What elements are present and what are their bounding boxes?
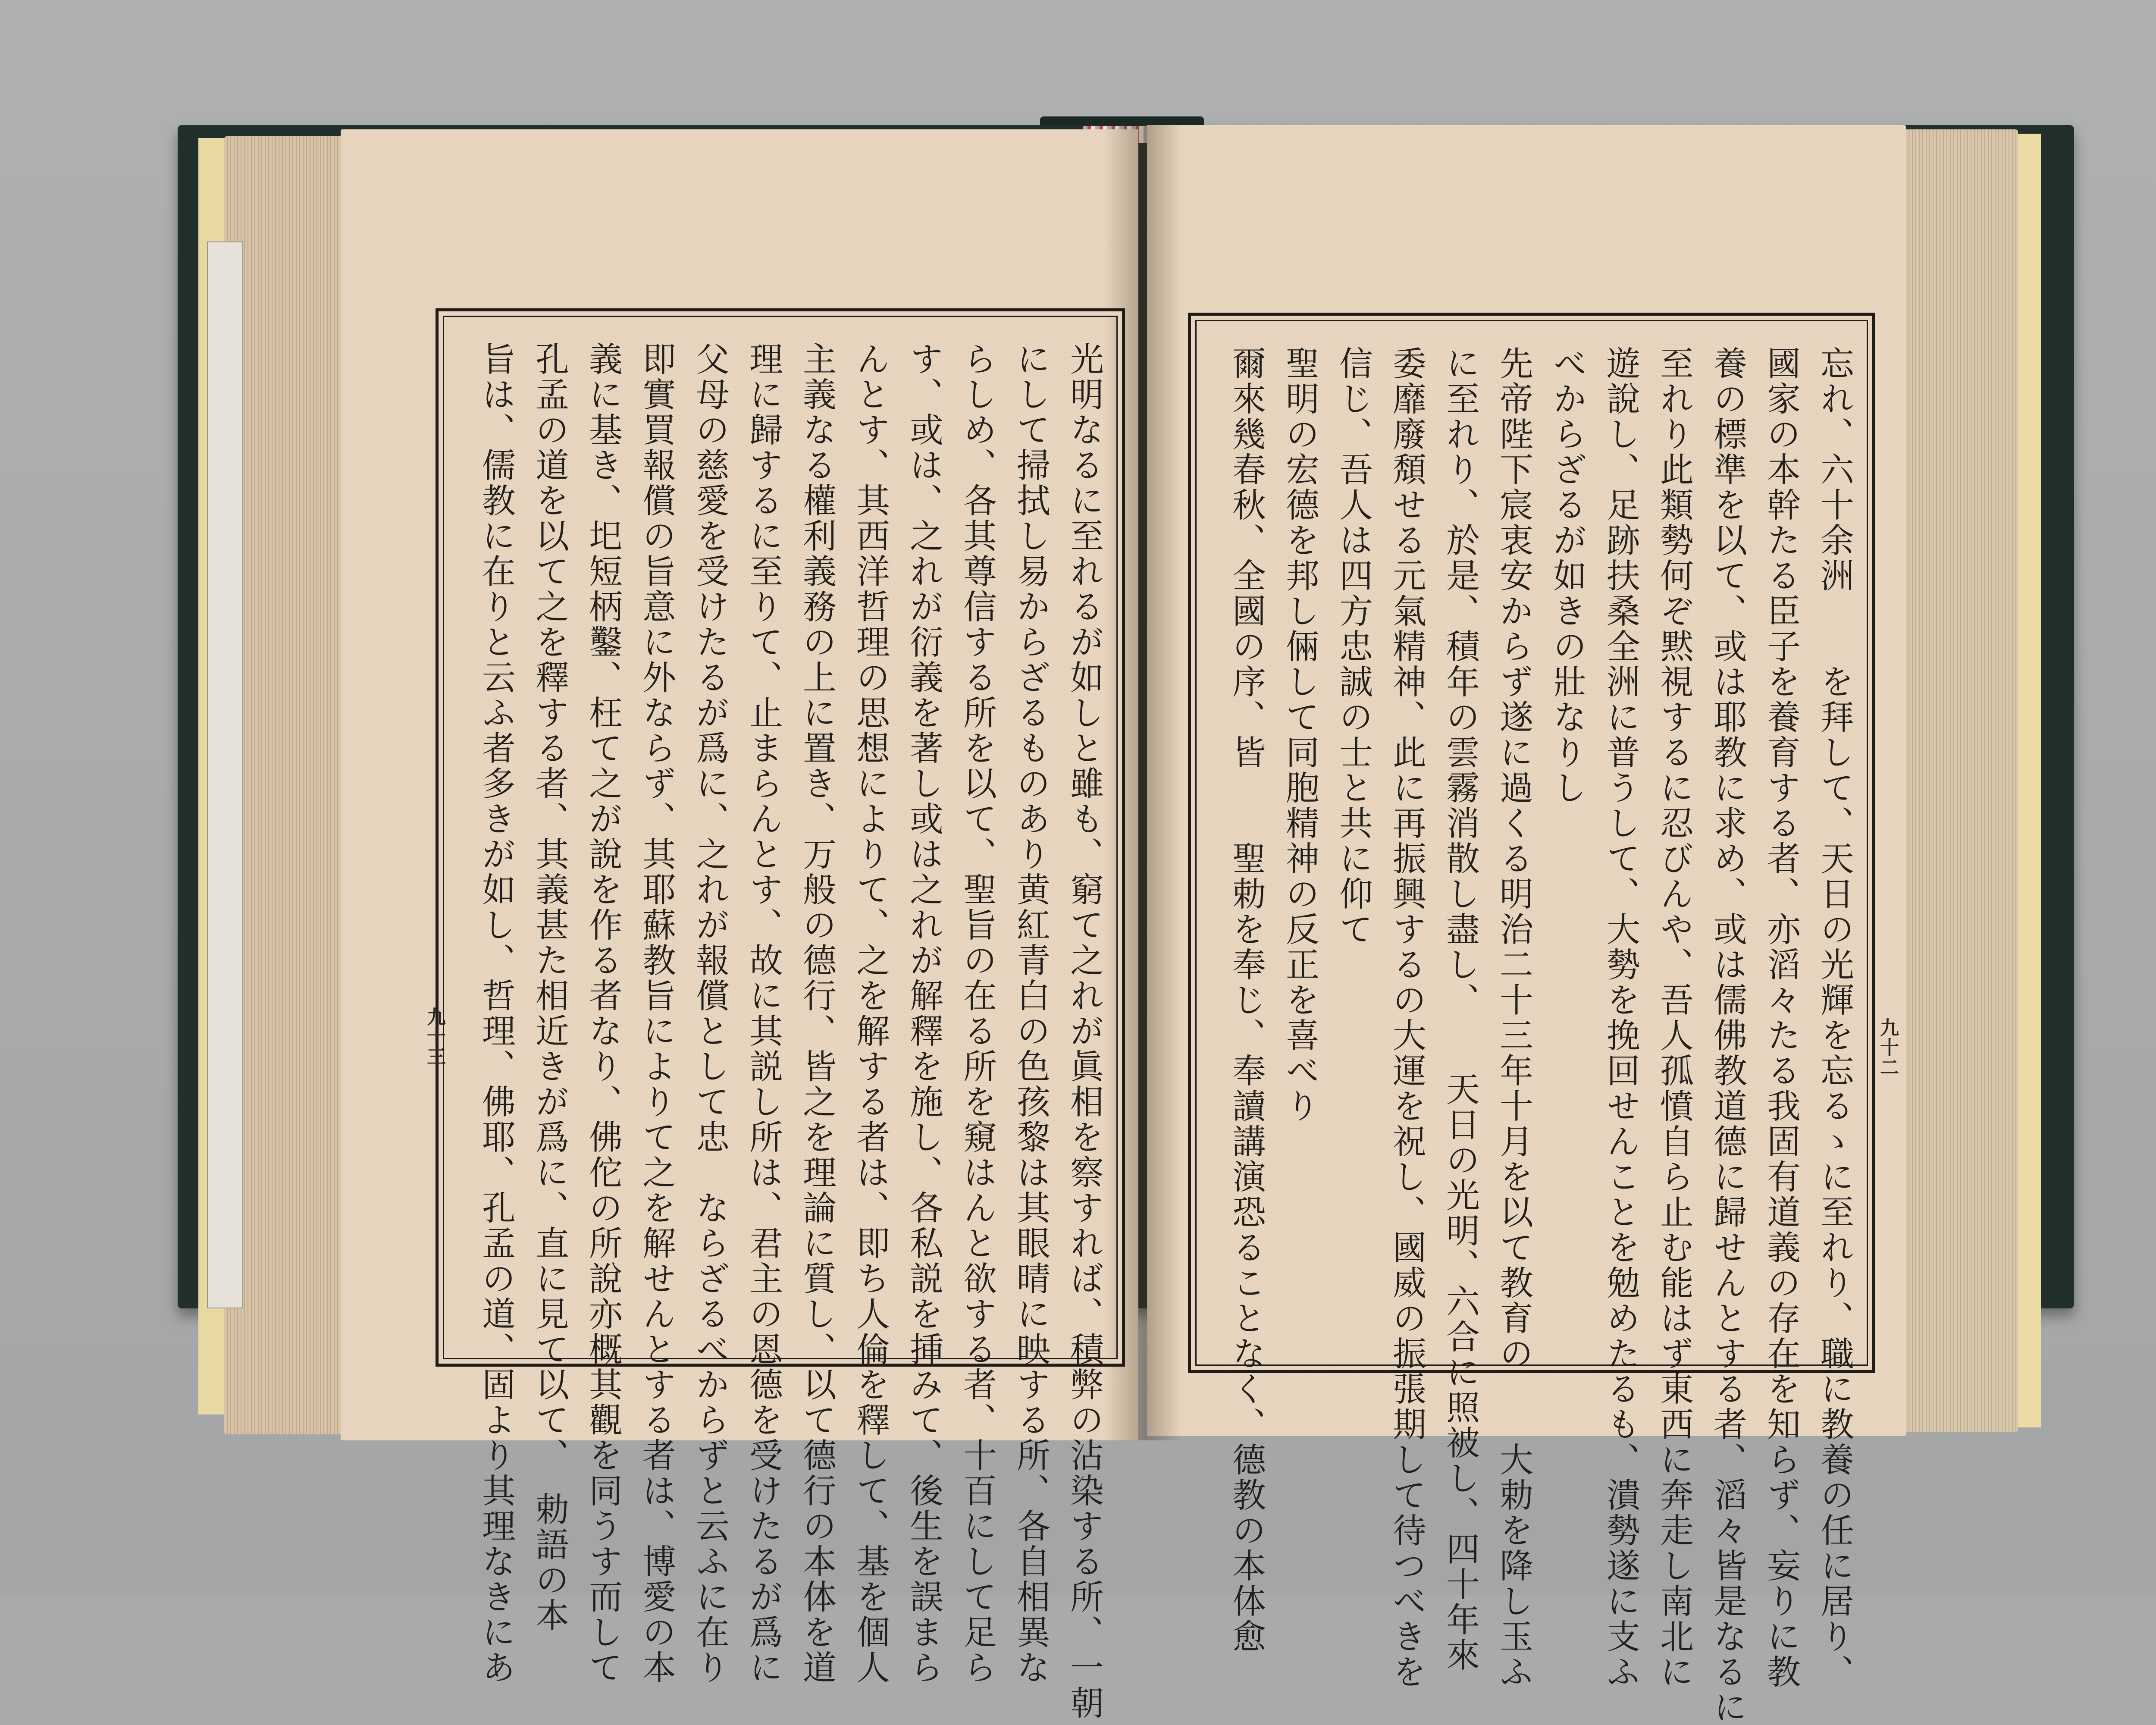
text-column: 信じ、吾人は四方忠誠の士と共に仰て — [1334, 346, 1373, 947]
text-column: 養の標準を以て、或は耶教に求め、或は儒佛教道德に歸せんとする者、滔々皆是なるに — [1708, 346, 1747, 1725]
left-page-text — [451, 324, 1109, 1721]
text-column: べからざるが如きの壯なりし — [1548, 346, 1586, 806]
text-column: 委靡廢頽せる元氣精神、此に再振興するの大運を祝し、國威の振張期して待つべきを — [1387, 346, 1426, 1690]
text-column: んとす、其西洋哲理の思想によりて、之を解する者は、即ち人倫を釋して、基を個人 — [851, 342, 890, 1685]
page-number-left: 九十三 — [423, 1007, 445, 1066]
text-column: 光明なるに至れるが如しと雖も、窮て之れが眞相を察すれば、積弊の沾染する所、一朝 — [1065, 342, 1103, 1721]
text-column: 遊說し、足跡扶桑全洲に普うして、大勢を挽回せんことを勉めたるも、潰勢遂に支ふ — [1601, 346, 1640, 1690]
text-column: 至れり此類勢何ぞ黙視するに忍びんや、吾人孤憤自ら止む能はず東西に奔走し南北に — [1655, 346, 1693, 1690]
left-page-edges — [224, 136, 354, 1434]
text-column: 孔孟の道を以て之を釋する者、其義甚た相近きが爲に、直に見て以て、 勅語の本 — [530, 342, 569, 1633]
text-column: にして掃拭し易からざるものあり黄紅青白の色孩黎は其眼晴に映する所、各自相異な — [1011, 342, 1050, 1685]
text-column: らしめ、各其尊信する所を以て、聖旨の在る所を窺はんと欲する者、十百にして足ら — [958, 342, 997, 1685]
text-column: 忘れ、六十余洲 を拜して、天日の光輝を忘るゝに至れり、職に教養の任に居り、 — [1815, 346, 1854, 1690]
bookmark-slip — [207, 242, 243, 1308]
text-column: 義に基き、圯短柄鑿、枉て之が說を作る者なり、佛佗の所說亦概其觀を同うす而して — [583, 342, 622, 1685]
text-column: す、或は、之れが衍義を著し或は之れが解釋を施し、各私説を挿みて、後生を誤まら — [904, 342, 943, 1685]
page-number-right: 九十二 — [1877, 1018, 1899, 1077]
text-column: 即實買報償の旨意に外ならず、其耶蘇教旨によりて之を解せんとする者は、博愛の本 — [637, 342, 676, 1685]
right-page-text — [1204, 329, 1859, 1725]
text-column: 國家の本幹たる臣子を養育する者、亦滔々たる我固有道義の存在を知らず、妄りに教 — [1761, 346, 1800, 1690]
text-column: 先帝陛下宸衷安からず遂に過くる明治二十三年十月を以て教育の 大勅を降し玉ふ — [1494, 346, 1533, 1690]
left-page-frame — [436, 308, 1125, 1721]
text-column: 聖明の宏德を邦し倆して同胞精神の反正を喜べり — [1280, 346, 1319, 1124]
text-column: 爾來幾春秋、全國の序、皆 聖勅を奉じ、奉讀講演恐ることなく、德教の本体愈 — [1227, 346, 1266, 1654]
right-page-edges — [1889, 129, 2018, 1432]
text-column: 旨は、儒教に在りと云ふ者多きが如し、哲理、佛耶、孔孟の道、固より其理なきにあ — [476, 342, 515, 1685]
text-column: 主義なる權利義務の上に置き、万般の德行、皆之を理論に質し、以て德行の本体を道 — [797, 342, 836, 1685]
right-page-frame — [1188, 313, 1875, 1725]
text-column: 父母の慈愛を受けたるが爲に、之れが報償として忠 ならざるべからずと云ふに在り — [690, 342, 729, 1685]
text-column: 理に歸するに至りて、止まらんとす、故に其説し所は、君主の恩德を受けたるが爲に — [744, 342, 783, 1685]
text-column: に至れり、於是、積年の雲霧消散し盡し、 天日の光明、六合に照被し、四十年來 — [1441, 346, 1479, 1673]
